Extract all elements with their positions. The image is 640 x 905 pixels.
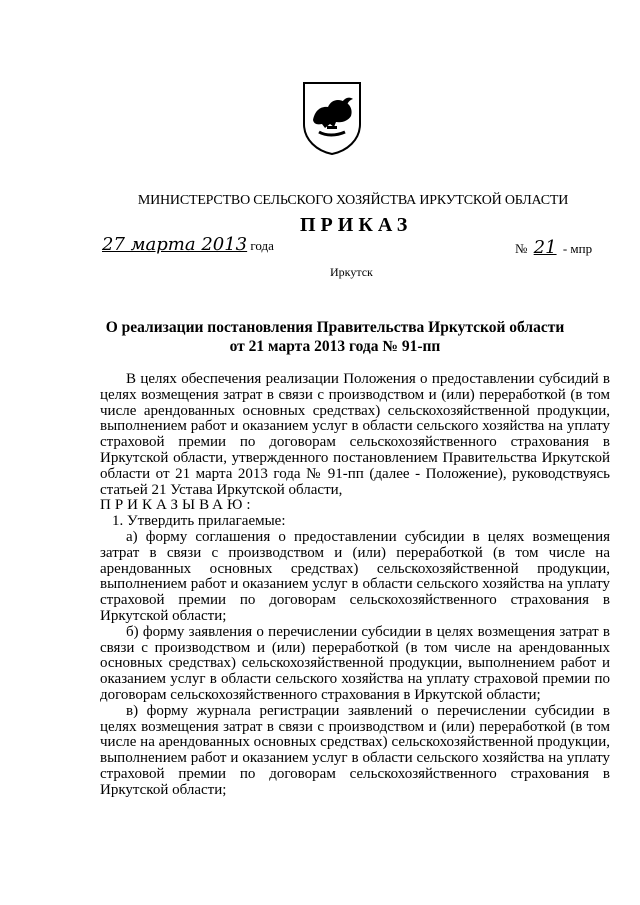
item-b: б) форму заявления о перечислении субсидии в целях возмещения затрат в связи с производством и (или) переработкой (в том числе на арендованных основных средствах) сельскохозяйственной продукции, выполнением работ и оказанием услуг в области сельского хозяйства на уплату страховой премии по договорам сельскохозяйственного страхования в Иркутской области; bbox=[100, 623, 610, 703]
ministry-name: МИНИСТЕРСТВО СЕЛЬСКОГО ХОЗЯЙСТВА ИРКУТСКОЙ ОБЛАСТИ bbox=[137, 193, 569, 208]
preamble-paragraph: В целях обеспечения реализации Положения о предоставлении субсидий в целях возмещения затрат в связи с производством и (или) переработкой (в том числе арендованных основных средствах) сельскохозяйственной продукции, выполнением работ и оказанием услуг в области сельского хозяйства на уплату страховой премии по договорам сельскохозяйственного страхования в Иркутской области, утвержденного постановлением Правительства Иркутской области от 21 марта 2013 года № 91-пп (далее - Положение), руководствуясь статьей 21 Устава Иркутской области, bbox=[100, 371, 610, 498]
document-type: ПРИКАЗ bbox=[300, 214, 413, 236]
item-a: а) форму соглашения о предоставлении субсидии в целях возмещения затрат в связи с производством и (или) переработкой (в том числе на арендованных основных средствах) сельскохозяйственной продукции, выполнением работ и оказанием услуг в области сельского хозяйства на уплату страховой премии по договорам сельскохозяйственного страхования в Иркутской области; bbox=[100, 528, 610, 624]
order-subject: О реализации постановления Правительства Иркутской области от 21 марта 2013 года № 91-пп bbox=[105, 319, 565, 355]
coat-of-arms-icon bbox=[301, 80, 363, 156]
handwritten-date: 27 марта 2013 bbox=[102, 234, 248, 255]
order-number bbox=[515, 237, 592, 258]
item-1: 1. Утвердить прилагаемые: bbox=[112, 513, 286, 530]
number-prefix: № bbox=[515, 241, 528, 256]
document-body bbox=[100, 372, 610, 799]
number-suffix: - мпр bbox=[562, 241, 593, 256]
handwritten-number: 21 bbox=[533, 237, 557, 258]
order-date bbox=[102, 234, 274, 255]
prikazyvayu: ПРИКАЗЫВАЮ: bbox=[100, 497, 255, 514]
city: Иркутск bbox=[330, 265, 373, 279]
item-v: в) форму журнала регистрации заявлений о перечислении субсидии в целях возмещения затрат в связи с производством и (или) переработкой (в том числе на арендованных основных средствах) сельскохозяйственной продукции, выполнением работ и оказанием услуг в области сельского хозяйства на уплату страховой премии по договорам сельскохозяйственного страхования в Иркутской области; bbox=[100, 702, 610, 798]
date-suffix: года bbox=[250, 238, 274, 253]
